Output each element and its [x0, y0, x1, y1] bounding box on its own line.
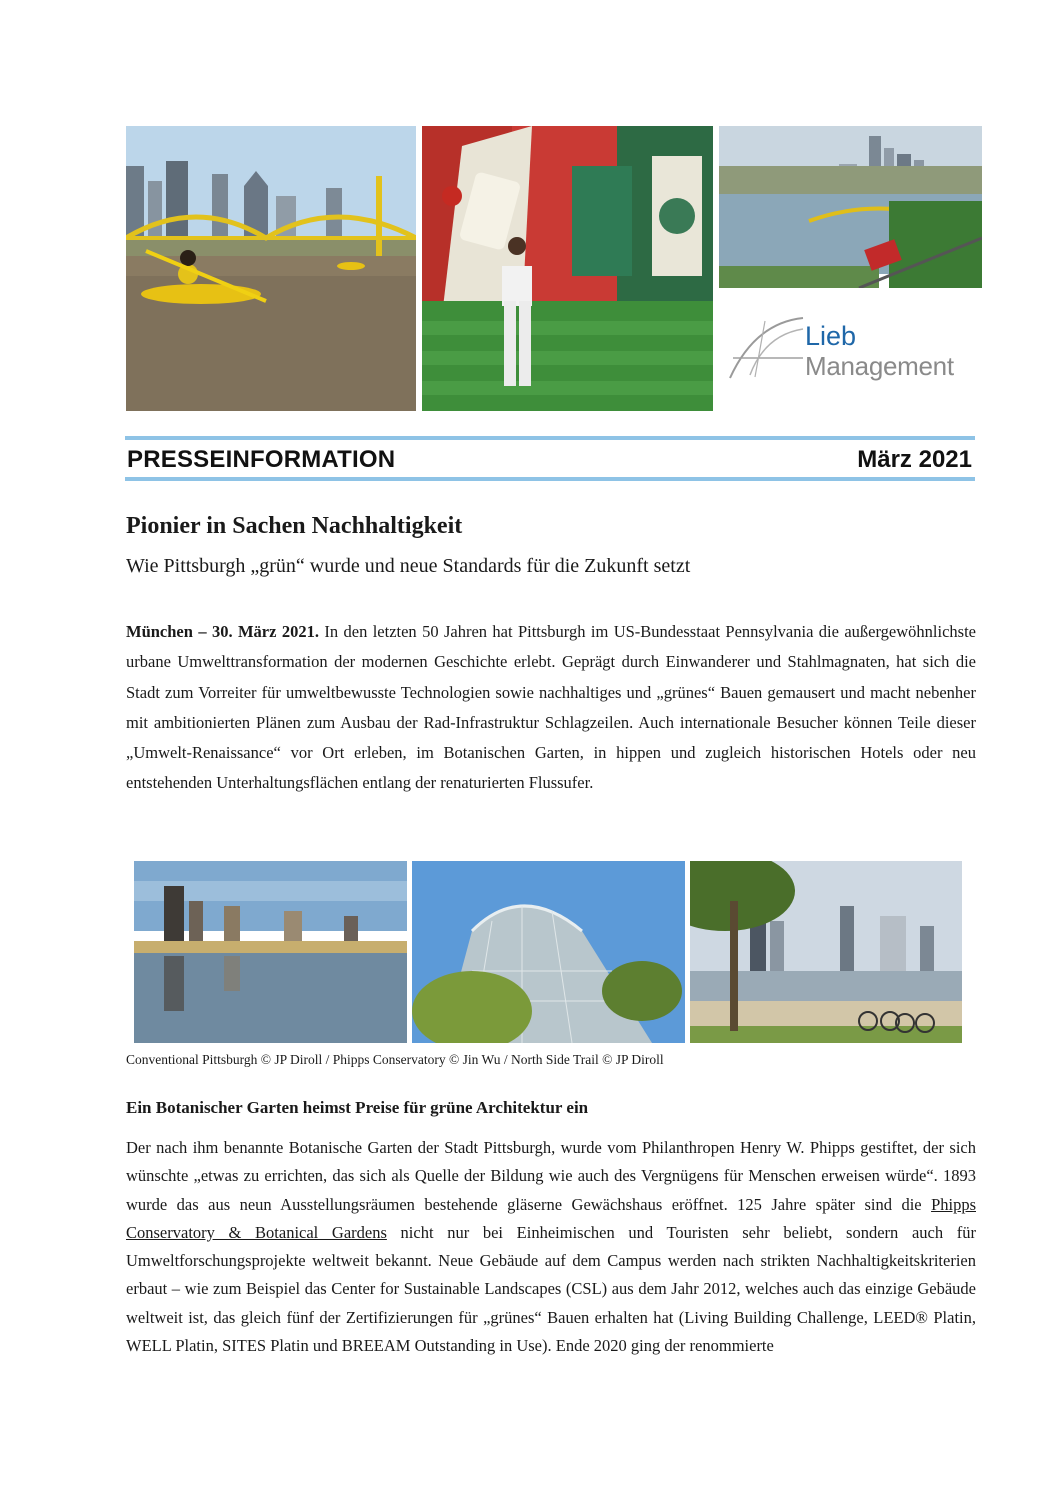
kayak-river-bridge-photo [126, 126, 416, 411]
article-subtitle: Wie Pittsburgh „grün“ wurde und neue Standards für die Zukunft setzt [126, 555, 691, 577]
logo-text-secondary: Management [805, 351, 954, 381]
document-type-label: PRESSEINFORMATION [127, 446, 396, 473]
header-rule-top [125, 436, 975, 440]
section-heading: Ein Botanischer Garten heimst Preise für grüne Architektur ein [126, 1098, 589, 1117]
phipps-link[interactable]: Phipps Conservatory & Botanical Gardens [126, 1194, 976, 1242]
skyline-reflection-photo [134, 861, 407, 1043]
document-date: März 2021 [857, 446, 972, 473]
baseball-field-ketchup-photo [422, 126, 713, 411]
section-body-end: nicht nur bei Einheimischen und Touristen sehr beliebt, sondern auch für Umweltforschungsprojekte weltweit bekannt. Neue Gebäude auf dem Campus werden nach strikten Nachhaltigkeitskriterien erbaut – wie zum Beispiel das Center for Sustainable Landscapes (CSL) aus dem Jahr 2012, welches auch das einzige Gebäude weltweit ist, das gleich fünf der Zertifizierungen für „grünes“ Bauen erhalten hat (Living Building Challenge, LEED® Platin, WELL Platin, SITES Platin und BREEAM Outstanding in Use). Ende 2020 ging der renommierte [126, 1222, 976, 1356]
logo-mark-icon [725, 313, 805, 383]
article-title: Pionier in Sachen Nachhaltigkeit [126, 513, 463, 539]
section-body-start: Der nach ihm benannte Botanische Garten der Stadt Pittsburgh, wurde vom Philanthropen Henry W. Phipps gestiftet, der sich wünschte „etwas zu errichten, das sich als Quelle der Bildung wie auch des Vergnügens für Menschen erweisen würde“. 1893 wurde das aus neun Ausstellungsräumen bestehende gläserne Gewächshaus eröffnet. 125 Jahre später sind die [126, 1138, 976, 1214]
pittsburgh-skyline-incline-photo [719, 126, 982, 288]
logo-text-primary: Lieb [805, 321, 857, 351]
header-rule-bottom [125, 477, 975, 481]
dateline: München – 30. März 2021. [126, 622, 319, 641]
section-paragraph [126, 1134, 976, 1360]
intro-paragraph [126, 617, 976, 799]
photo-caption: Conventional Pittsburgh © JP Diroll / Phipps Conservatory © Jin Wu / North Side Trail © JP Diroll [126, 1052, 664, 1067]
intro-body: In den letzten 50 Jahren hat Pittsburgh im US-Bundesstaat Pennsylvania die außergewöhnlichste urbane Umwelttransformation der modernen Geschichte erlebt. Geprägt durch Einwanderer und Stahlmagnaten, hat sich die Stadt zum Vorreiter für umweltbewusste Technologien sowie nachhaltiges und „grünes“ Bauen gemausert und macht nebenher mit ambitionierten Plänen zum Ausbau der Rad-Infrastruktur Schlagzeilen. Auch internationale Besucher können Teile dieser „Umwelt-Renaissance“ vor Ort erleben, im Botanischen Garten, in hippen und zugleich historischen Hotels oder neu entstehenden Unterhaltungsflächen entlang der renaturierten Flussufer. [126, 622, 976, 793]
river-trail-cyclists-photo [690, 861, 962, 1043]
company-logo [725, 313, 980, 391]
glass-conservatory-photo [412, 861, 685, 1043]
